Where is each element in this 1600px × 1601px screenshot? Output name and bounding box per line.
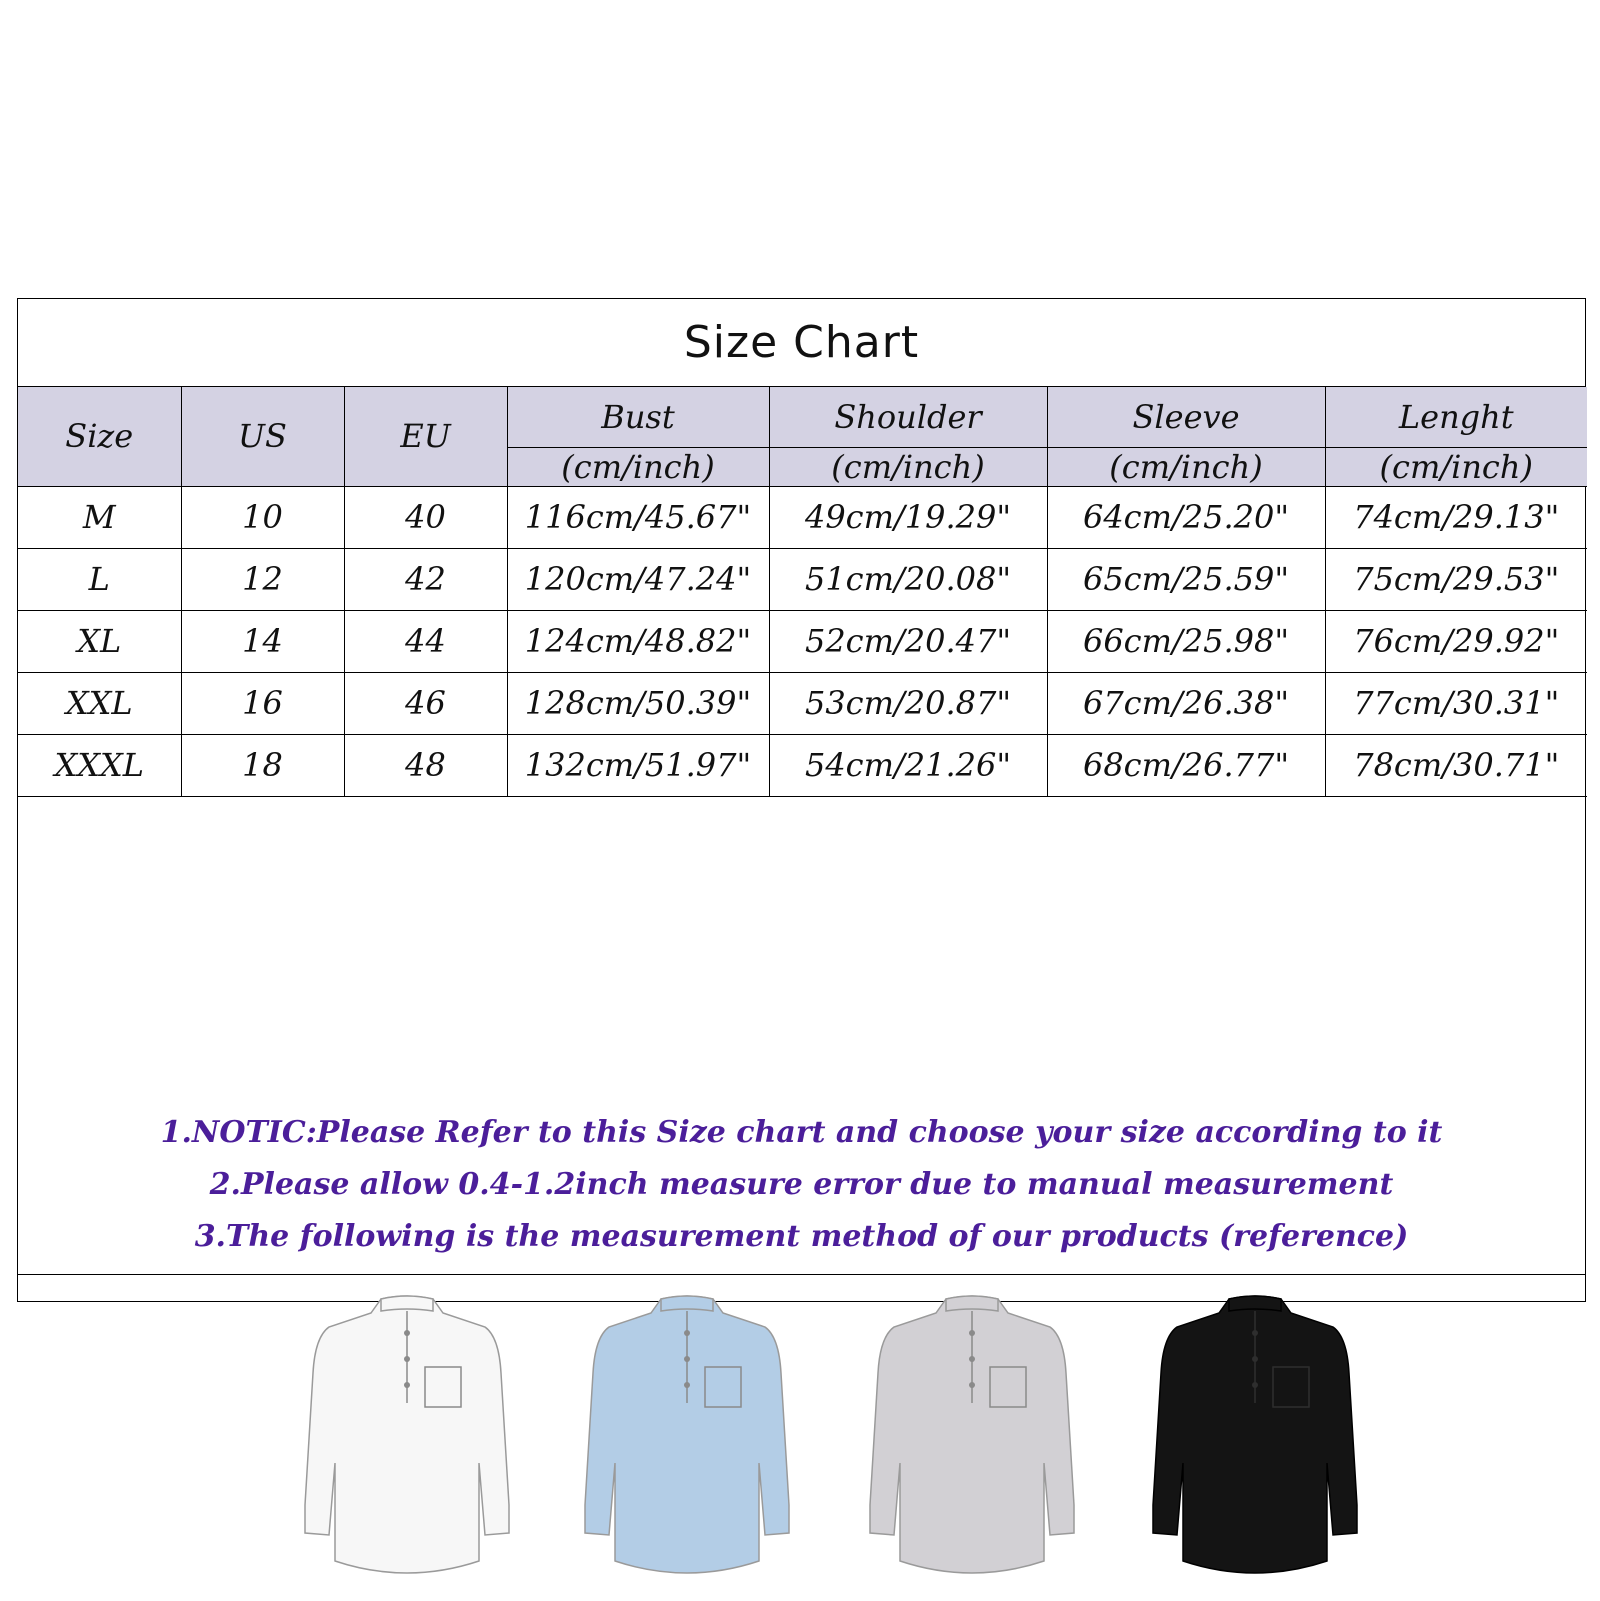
cell-bust: 116cm/45.67": [507, 486, 769, 548]
cell-length: 77cm/30.31": [1325, 672, 1587, 734]
cell-size: L: [18, 548, 181, 610]
cell-shoulder: 49cm/19.29": [769, 486, 1047, 548]
cell-shoulder: 53cm/20.87": [769, 672, 1047, 734]
notes-section: [18, 1095, 1585, 1275]
shirt-collar: [946, 1296, 998, 1311]
header-us: US: [181, 387, 344, 486]
cell-size: XXL: [18, 672, 181, 734]
cell-sleeve: 64cm/25.20": [1047, 486, 1325, 548]
size-table: [18, 387, 1587, 797]
table-row: [18, 734, 1587, 796]
header-shoulder-unit: (cm/inch): [769, 447, 1047, 486]
cell-shoulder: 51cm/20.08": [769, 548, 1047, 610]
cell-eu: 40: [344, 486, 507, 548]
cell-us: 14: [181, 610, 344, 672]
header-shoulder: Shoulder: [769, 387, 1047, 447]
shirt-button: [1252, 1382, 1258, 1388]
cell-us: 16: [181, 672, 344, 734]
blue-shirt-image: [573, 1293, 801, 1593]
note-3: 3.The following is the measurement method of our products (reference): [194, 1218, 1409, 1254]
size-chart: [17, 298, 1586, 1302]
header-eu: EU: [344, 387, 507, 486]
header-sleeve-unit: (cm/inch): [1047, 447, 1325, 486]
table-row: [18, 672, 1587, 734]
cell-eu: 42: [344, 548, 507, 610]
cell-length: 76cm/29.92": [1325, 610, 1587, 672]
table-row: [18, 486, 1587, 548]
cell-sleeve: 68cm/26.77": [1047, 734, 1325, 796]
cell-size: XXXL: [18, 734, 181, 796]
cell-length: 78cm/30.71": [1325, 734, 1587, 796]
cell-sleeve: 66cm/25.98": [1047, 610, 1325, 672]
note-2: 2.Please allow 0.4-1.2inch measure error due to manual measurement: [209, 1166, 1394, 1202]
table-row: [18, 610, 1587, 672]
header-bust-unit: (cm/inch): [507, 447, 769, 486]
header-size: Size: [18, 387, 181, 486]
shirt-button: [404, 1330, 410, 1336]
note-1: 1.NOTIC:Please Refer to this Size chart and choose your size according to it: [160, 1114, 1443, 1150]
shirt-button: [1252, 1330, 1258, 1336]
shirt-button: [684, 1330, 690, 1336]
shirt-button: [404, 1382, 410, 1388]
shirt-button: [684, 1356, 690, 1362]
cell-eu: 44: [344, 610, 507, 672]
cell-shoulder: 52cm/20.47": [769, 610, 1047, 672]
cell-size: XL: [18, 610, 181, 672]
cell-shoulder: 54cm/21.26": [769, 734, 1047, 796]
cell-sleeve: 67cm/26.38": [1047, 672, 1325, 734]
cell-size: M: [18, 486, 181, 548]
shirt-collar: [1229, 1296, 1281, 1311]
shirt-button: [969, 1330, 975, 1336]
grey-shirt-image: [858, 1293, 1086, 1593]
header-length-unit: (cm/inch): [1325, 447, 1587, 486]
cell-bust: 120cm/47.24": [507, 548, 769, 610]
cell-eu: 48: [344, 734, 507, 796]
shirt-gallery: [18, 1275, 1585, 1601]
header-sleeve: Sleeve: [1047, 387, 1325, 447]
cell-eu: 46: [344, 672, 507, 734]
shirt-collar: [661, 1296, 713, 1311]
cell-bust: 128cm/50.39": [507, 672, 769, 734]
shirt-button: [1252, 1356, 1258, 1362]
shirt-collar: [381, 1296, 433, 1311]
cell-us: 12: [181, 548, 344, 610]
header-bust: Bust: [507, 387, 769, 447]
white-shirt-image: [293, 1293, 521, 1593]
table-row: [18, 548, 1587, 610]
cell-length: 75cm/29.53": [1325, 548, 1587, 610]
cell-bust: 124cm/48.82": [507, 610, 769, 672]
black-shirt-image: [1141, 1293, 1369, 1593]
cell-sleeve: 65cm/25.59": [1047, 548, 1325, 610]
shirt-button: [969, 1382, 975, 1388]
shirt-button: [969, 1356, 975, 1362]
header-length: Lenght: [1325, 387, 1587, 447]
cell-us: 18: [181, 734, 344, 796]
cell-bust: 132cm/51.97": [507, 734, 769, 796]
shirt-button: [404, 1356, 410, 1362]
cell-length: 74cm/29.13": [1325, 486, 1587, 548]
chart-title: Size Chart: [18, 299, 1585, 387]
shirt-button: [684, 1382, 690, 1388]
cell-us: 10: [181, 486, 344, 548]
